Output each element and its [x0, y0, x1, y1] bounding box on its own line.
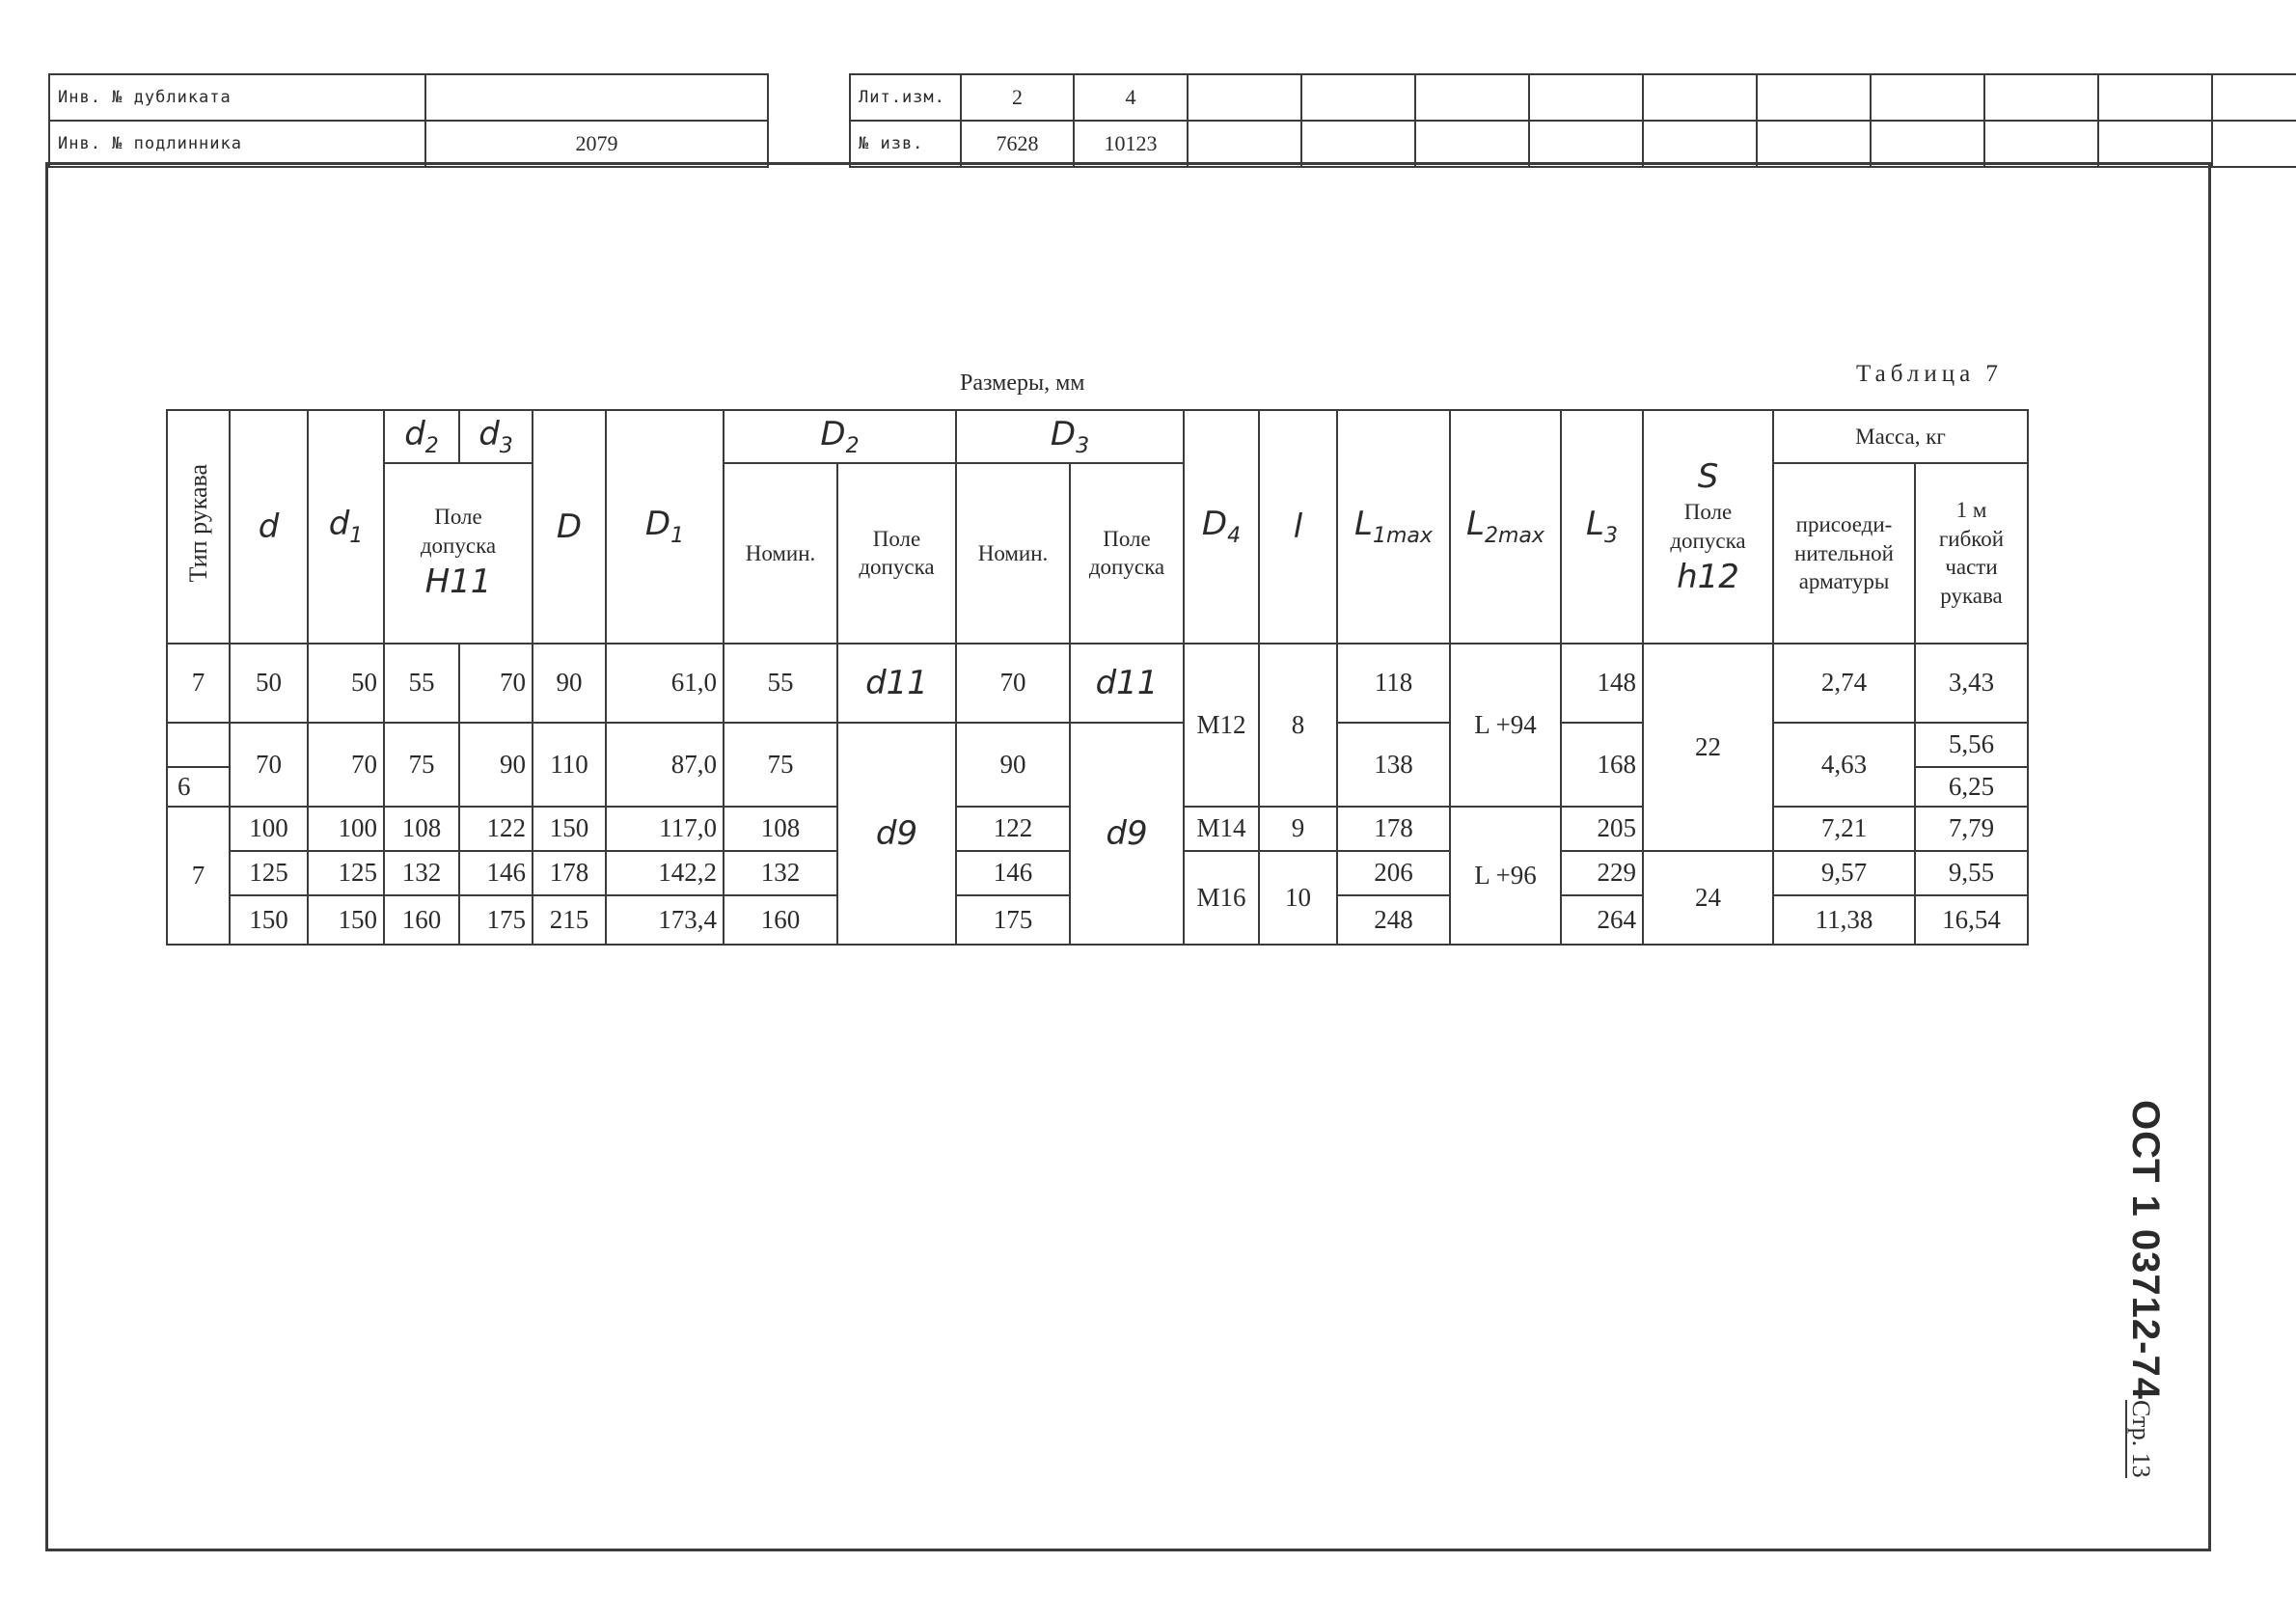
- orig-inv-value: 2079: [425, 121, 768, 167]
- cell-S: 22: [1643, 644, 1773, 851]
- cell-D: 150: [533, 807, 606, 851]
- empty-cell: [1984, 121, 2098, 167]
- cell-D2-tol: d11: [837, 644, 956, 723]
- izv-value: 10123: [1074, 121, 1188, 167]
- header-S-line1: Поле: [1683, 499, 1733, 524]
- header-d2: $d_2$: [384, 410, 459, 463]
- cell-d: 150: [230, 895, 308, 945]
- header-massa-fittings: присоеди- нительной арматуры: [1773, 463, 1915, 643]
- cell-L1: 138: [1337, 723, 1450, 807]
- header-l: l: [1259, 410, 1337, 644]
- cell-D2: 108: [724, 807, 837, 851]
- cell-D3-tol: d9: [1070, 723, 1184, 945]
- empty-cell: [1871, 121, 1984, 167]
- empty-cell: [1529, 74, 1643, 121]
- dup-inv-value: [425, 74, 768, 121]
- cell-tip: 7: [167, 807, 230, 945]
- cell-L3: 205: [1561, 807, 1643, 851]
- cell-mass-fittings: 2,74: [1773, 644, 1915, 723]
- table-number: Таблица 7: [1856, 361, 2003, 387]
- cell-d1: 50: [308, 644, 384, 723]
- cell-d1: 150: [308, 895, 384, 945]
- table-caption: Размеры, мм: [960, 370, 1085, 396]
- empty-cell: [1188, 74, 1301, 121]
- header-S: [1643, 410, 1773, 644]
- cell-d3: 70: [459, 644, 533, 723]
- cell-L2: L +96: [1450, 807, 1561, 945]
- cell-D1: 142,2: [606, 851, 724, 895]
- cell-d: 100: [230, 807, 308, 851]
- header-d2d3-tolerance: Поле допуска H11: [384, 463, 533, 643]
- empty-cell: [2098, 121, 2212, 167]
- header-L3: $L_3$: [1561, 410, 1643, 644]
- cell-d2: 160: [384, 895, 459, 945]
- cell-D3: 90: [956, 723, 1070, 807]
- cell-d1: 70: [308, 723, 384, 807]
- header-D3-nomin: Номин.: [956, 463, 1070, 643]
- lit-izm-label: Лит.изм.: [850, 74, 961, 121]
- cell-d2: 75: [384, 723, 459, 807]
- cell-d3: 175: [459, 895, 533, 945]
- cell-d2: 132: [384, 851, 459, 895]
- cell-D: 178: [533, 851, 606, 895]
- empty-cell: [1757, 74, 1871, 121]
- cell-mass-per-meter: 7,79: [1915, 807, 2028, 851]
- cell-mass-per-meter: 5,56: [1915, 723, 2028, 767]
- header-D2-nomin: Номин.: [724, 463, 837, 643]
- cell-L1: 178: [1337, 807, 1450, 851]
- cell-d3: 90: [459, 723, 533, 807]
- header-L2max: $L_{2max}$: [1450, 410, 1561, 644]
- inventory-stamp: [48, 73, 769, 168]
- cell-S: 24: [1643, 851, 1773, 945]
- header-S-symbol: S: [1697, 456, 1719, 496]
- cell-d2: 55: [384, 644, 459, 723]
- empty-cell: [1757, 121, 1871, 167]
- lit-izm-value: 2: [961, 74, 1074, 121]
- cell-d: 125: [230, 851, 308, 895]
- cell-D4: M14: [1184, 807, 1259, 851]
- header-D4: $D_4$: [1184, 410, 1259, 644]
- document-code-block: [2124, 1100, 2167, 1505]
- cell-L1: 248: [1337, 895, 1450, 945]
- empty-cell: [1301, 121, 1415, 167]
- cell-tip: 7: [167, 644, 230, 723]
- cell-D1: 117,0: [606, 807, 724, 851]
- empty-cell: [1301, 74, 1415, 121]
- header-massa-per-meter: 1 м гибкой части рукава: [1915, 463, 2028, 643]
- cell-D2: 55: [724, 644, 837, 723]
- lit-izm-value: 4: [1074, 74, 1188, 121]
- header-S-tol: h12: [1677, 557, 1739, 596]
- cell-L2: L +94: [1450, 644, 1561, 807]
- header-S-line2: допуска: [1670, 528, 1746, 553]
- cell-mass-fittings: 4,63: [1773, 723, 1915, 807]
- cell-mass-per-meter: 9,55: [1915, 851, 2028, 895]
- header-D1: $D_1$: [606, 410, 724, 644]
- cell-d3: 122: [459, 807, 533, 851]
- empty-cell: [1871, 74, 1984, 121]
- cell-D2-tol: d9: [837, 723, 956, 945]
- cell-d1: 100: [308, 807, 384, 851]
- cell-D2: 132: [724, 851, 837, 895]
- header-massa: Масса, кг: [1773, 410, 2028, 463]
- header-D3-tolerance: Поле допуска: [1070, 463, 1184, 643]
- page-number: Стр. 13: [2127, 1399, 2155, 1478]
- cell-D3-tol: d11: [1070, 644, 1184, 723]
- cell-d3: 146: [459, 851, 533, 895]
- header-D2: $D_2$: [724, 410, 956, 463]
- cell-D1: 173,4: [606, 895, 724, 945]
- cell-D1: 61,0: [606, 644, 724, 723]
- cell-tip-empty: [167, 723, 230, 767]
- cell-d: 50: [230, 644, 308, 723]
- cell-D3: 175: [956, 895, 1070, 945]
- cell-tip: 6: [167, 767, 230, 807]
- empty-cell: [1643, 74, 1757, 121]
- empty-cell: [1188, 121, 1301, 167]
- cell-l: 8: [1259, 644, 1337, 807]
- cell-mass-per-meter: 6,25: [1915, 767, 2028, 807]
- empty-cell: [1529, 121, 1643, 167]
- cell-d2: 108: [384, 807, 459, 851]
- empty-cell: [2212, 74, 2296, 121]
- cell-D: 110: [533, 723, 606, 807]
- dimensions-table: [166, 409, 2029, 946]
- cell-D1: 87,0: [606, 723, 724, 807]
- izv-value: 7628: [961, 121, 1074, 167]
- header-d3: $d_3$: [459, 410, 533, 463]
- empty-cell: [1643, 121, 1757, 167]
- header-L1max: $L_{1max}$: [1337, 410, 1450, 644]
- header-d1: $d_1$: [308, 410, 384, 644]
- cell-L3: 264: [1561, 895, 1643, 945]
- cell-D: 90: [533, 644, 606, 723]
- cell-mass-fittings: 9,57: [1773, 851, 1915, 895]
- cell-mass-fittings: 7,21: [1773, 807, 1915, 851]
- cell-D4: M16: [1184, 851, 1259, 945]
- dup-inv-label: Инв. № дубликата: [49, 74, 425, 121]
- cell-mass-per-meter: 16,54: [1915, 895, 2028, 945]
- cell-D2: 160: [724, 895, 837, 945]
- empty-cell: [2212, 121, 2296, 167]
- cell-l: 9: [1259, 807, 1337, 851]
- cell-d1: 125: [308, 851, 384, 895]
- izv-label: № изв.: [850, 121, 961, 167]
- header-D: D: [533, 410, 606, 644]
- empty-cell: [1415, 121, 1529, 167]
- cell-mass-fittings: 11,38: [1773, 895, 1915, 945]
- empty-cell: [1984, 74, 2098, 121]
- cell-D3: 146: [956, 851, 1070, 895]
- revision-stamp: [849, 73, 2296, 168]
- cell-L3: 229: [1561, 851, 1643, 895]
- orig-inv-label: Инв. № подлинника: [49, 121, 425, 167]
- header-D3: $D_3$: [956, 410, 1184, 463]
- cell-L1: 118: [1337, 644, 1450, 723]
- cell-L3: 168: [1561, 723, 1643, 807]
- cell-d: 70: [230, 723, 308, 807]
- cell-D3: 122: [956, 807, 1070, 851]
- empty-cell: [2098, 74, 2212, 121]
- header-tip: Тип рукава: [167, 410, 230, 644]
- document-code: ОСТ 1 03712-74: [2124, 1100, 2167, 1400]
- cell-L1: 206: [1337, 851, 1450, 895]
- header-D2-tolerance: Поле допуска: [837, 463, 956, 643]
- header-d: d: [230, 410, 308, 644]
- cell-D4: M12: [1184, 644, 1259, 807]
- cell-D2: 75: [724, 723, 837, 807]
- cell-mass-per-meter: 3,43: [1915, 644, 2028, 723]
- cell-D: 215: [533, 895, 606, 945]
- cell-D3: 70: [956, 644, 1070, 723]
- cell-L3: 148: [1561, 644, 1643, 723]
- cell-l: 10: [1259, 851, 1337, 945]
- empty-cell: [1415, 74, 1529, 121]
